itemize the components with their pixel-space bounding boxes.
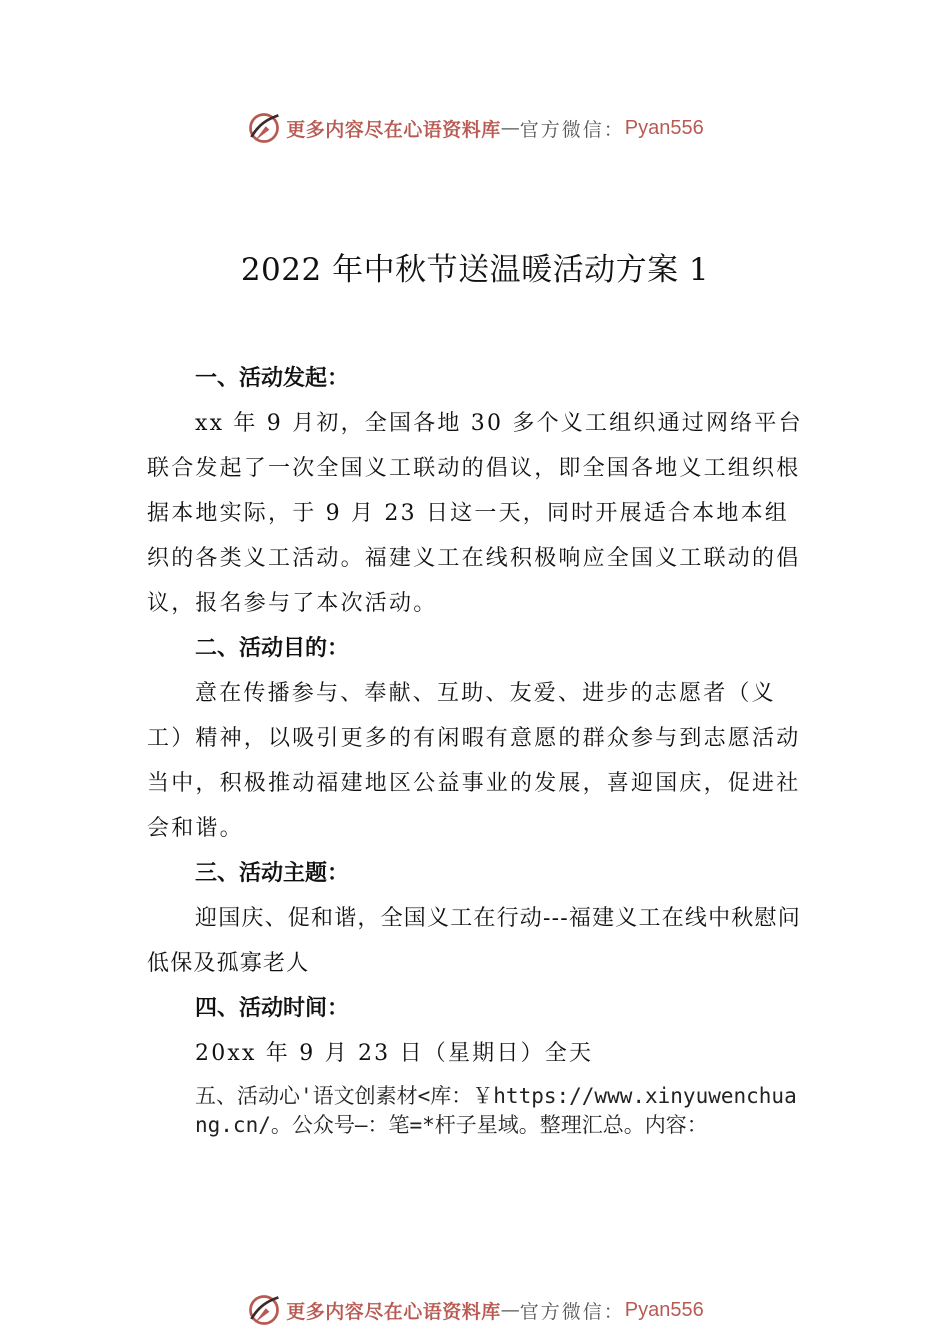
document-title: 2022 年中秋节送温暖活动方案 1: [240, 252, 710, 288]
section-paragraph-purpose: 意在传播参与、奉献、互助、友爱、进步的志愿者（义工）精神，以吸引更多的有闲暇有意愿的群众参与到志愿活动当中，积极推动福建地区公益事业的发展，喜迎国庆，促进社会和谐。: [147, 681, 801, 841]
section-heading-purpose: 二、活动目的：: [195, 636, 350, 661]
section-paragraph-theme: 迎国庆、促和谐，全国义工在行动---福建义工在线中秋慰问低保及孤寡老人: [147, 906, 801, 976]
pen-swirl-logo-icon: [246, 1292, 282, 1328]
section-heading-time: 四、活动时间：: [195, 996, 350, 1021]
pen-swirl-logo-icon: [246, 110, 282, 146]
banner-wechat-id: Pyan556: [624, 1298, 704, 1321]
banner-separator: —: [500, 117, 520, 139]
banner-wechat-label: 官方微信：: [519, 1300, 625, 1323]
banner-wechat-id: Pyan556: [624, 116, 704, 139]
banner-separator: —: [500, 1299, 520, 1321]
footer-banner: [0, 1290, 950, 1330]
section-paragraph-initiation: xx 年 9 月初，全国各地 30 多个义工组织通过网络平台联合发起了一次全国义工联动的倡议，即全国各地义工组织根据本地实际，于 9 月 23 日这一天，同时开展适合本地本组织的各类义工活动。福建义工在线积极响应全国义工联动的倡议，报名参与了本次活动。: [147, 411, 803, 616]
section-heading-initiation: 一、活动发起：: [195, 366, 350, 391]
header-banner: [0, 108, 950, 148]
banner-site-name: 更多内容尽在心语资料库: [286, 1300, 501, 1323]
banner-site-name: 更多内容尽在心语资料库: [286, 118, 501, 141]
section-paragraph-time: 20xx 年 9 月 23 日（星期日）全天: [195, 1041, 594, 1066]
banner-wechat-label: 官方微信：: [519, 118, 625, 141]
section-heading-theme: 三、活动主题：: [195, 861, 350, 886]
document-body: [147, 356, 807, 1140]
watermark-note: 五、活动心'语文创素材<库：￥https://www.xinyuwenchuang.cn/。公众号—：笔=*杆子星域。整理汇总。内容：: [195, 1084, 797, 1137]
